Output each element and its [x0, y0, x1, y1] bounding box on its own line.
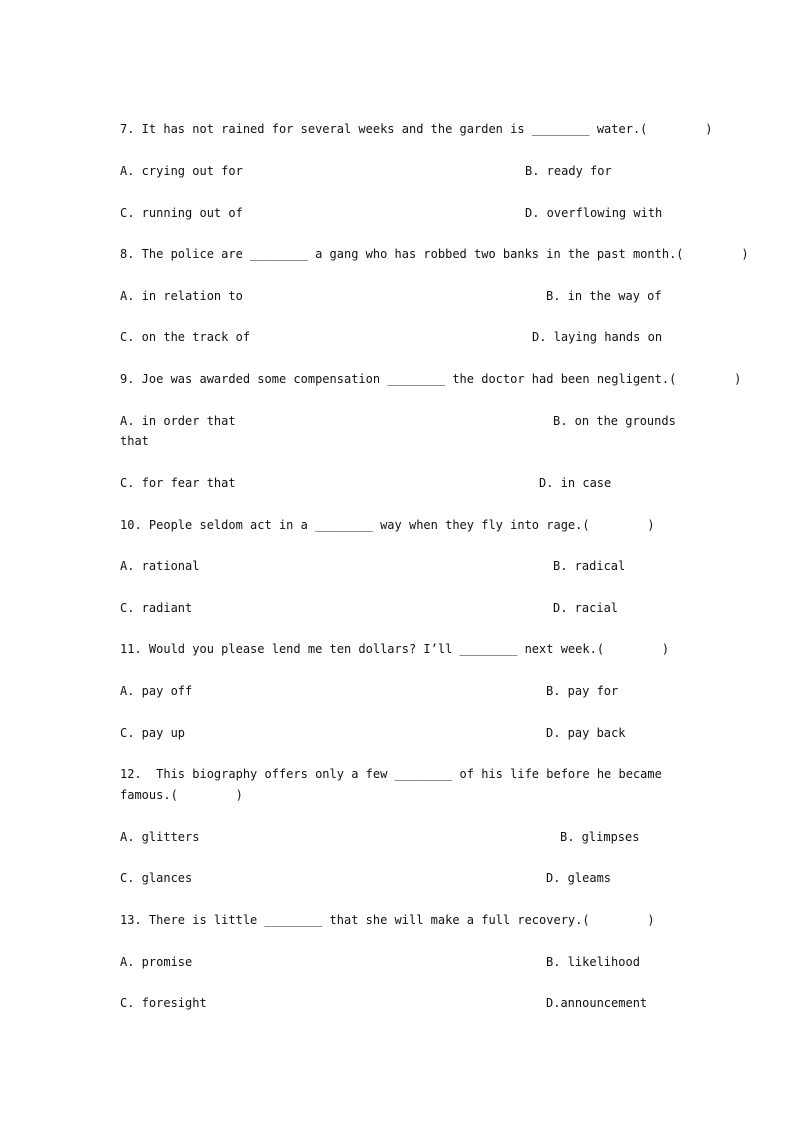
question-7-option-d: D. overflowing with [525, 206, 663, 220]
question-7-option-c: C. running out of [120, 206, 243, 220]
question-12-option-b: B. glimpses [560, 830, 640, 844]
question-13-option-a: A. promise [120, 955, 193, 969]
question-10-option-a: A. rational [120, 559, 200, 573]
question-8-option-a: A. in relation to [120, 289, 243, 303]
question-13-option-b: B. likelihood [546, 955, 640, 969]
question-7-stem: 7. It has not rained for several weeks and the garden is ________ water.( ) [120, 122, 713, 136]
question-11-option-b: B. pay for [546, 684, 619, 698]
question-7-option-b: B. ready for [525, 164, 612, 178]
question-9-option-d: D. in case [539, 476, 612, 490]
question-10-option-b: B. radical [553, 559, 626, 573]
question-12-stem: 12. This biography offers only a few ________ of his life before he became [120, 767, 662, 781]
question-9-option-b: B. on the grounds [553, 414, 676, 428]
question-13-stem: 13. There is little ________ that she will make a full recovery.( ) [120, 913, 655, 927]
question-11-option-d: D. pay back [546, 726, 626, 740]
question-12-option-c: C. glances [120, 871, 193, 885]
question-9-option-b-continued: that [120, 434, 149, 448]
question-8-option-d: D. laying hands on [532, 330, 663, 344]
question-10-option-d: D. racial [553, 601, 619, 615]
question-8-option-c: C. on the track of [120, 330, 251, 344]
question-8-stem: 8. The police are ________ a gang who has robbed two banks in the past month.( ) [120, 247, 749, 261]
question-9-stem: 9. Joe was awarded some compensation ________ the doctor had been negligent.( ) [120, 372, 742, 386]
question-12-option-d: D. gleams [546, 871, 612, 885]
question-7-option-a: A. crying out for [120, 164, 243, 178]
question-11-option-a: A. pay off [120, 684, 193, 698]
question-11-option-c: C. pay up [120, 726, 186, 740]
question-10-stem: 10. People seldom act in a ________ way when they fly into rage.( ) [120, 518, 655, 532]
question-12-option-a: A. glitters [120, 830, 200, 844]
question-13-option-c: C. foresight [120, 996, 207, 1010]
question-12-stem-continued: famous.( ) [120, 788, 243, 802]
question-11-stem: 11. Would you please lend me ten dollars? I’ll ________ next week.( ) [120, 642, 670, 656]
question-9-option-a: A. in order that [120, 414, 236, 428]
question-13-option-d: D.announcement [546, 996, 648, 1010]
question-10-option-c: C. radiant [120, 601, 193, 615]
question-8-option-b: B. in the way of [546, 289, 662, 303]
question-9-option-c: C. for fear that [120, 476, 236, 490]
